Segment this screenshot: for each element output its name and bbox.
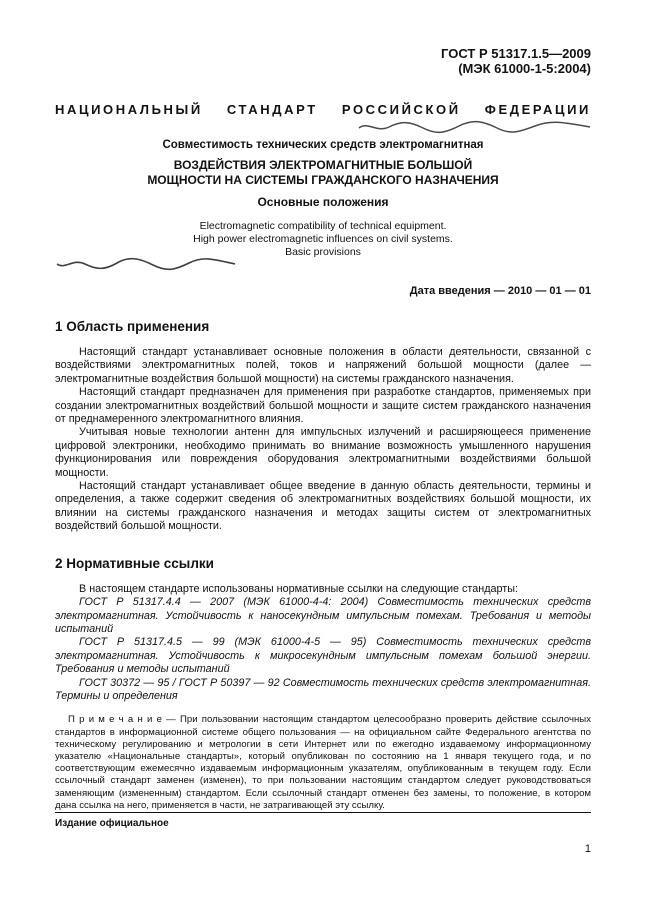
english-title [55,220,591,259]
doc-number-block [55,46,591,76]
doc-number-line1: ГОСТ Р 51317.1.5—2009 [441,46,591,61]
doc-number-line2: (МЭК 61000-1-5:2004) [458,61,591,76]
english-title-line3: Basic provisions [285,246,361,258]
english-title-line1: Electromagnetic compatibility of technical equipment. [199,220,447,232]
section-2-heading: 2 Нормативные ссылки [55,555,214,571]
official-edition-label: Издание официальное [55,818,169,829]
standard-title [55,158,591,188]
standard-subtitle: Основные положения [257,195,389,209]
normative-reference: ГОСТ Р 51317.4.4 — 2007 (МЭК 61000-4-4: 2004) Совместимость технических средств электромагнитная. Устойчивость к наносекундным импульсным помехам. Требования и методы испытаний [55,596,591,635]
normative-reference: ГОСТ Р 51317.4.5 — 99 (МЭК 61000-4-5 — 95) Совместимость технических средств электромагнитная. Устойчивость к микросекундным импульсным помехам большой энергии. Требования и методы испытаний [55,636,591,676]
title-block [55,139,591,259]
section-2-body [55,583,591,704]
paragraph: Настоящий стандарт устанавливает основные положения в области деятельности, связанной с воздействиями электромагнитных полей, токов и напряжений большой мощности (далее — электромагнитные воздействия большой мощности) на системы гражданского назначения. [55,346,591,385]
paragraph: Настоящий стандарт предназначен для применения при разработке стандартов, применяемых при создании электромагнитных воздействий большой мощности и защите систем гражданского назначения от преднамеренного электромагнитного влияния. [55,386,591,426]
english-title-line2: High power electromagnetic influences on civil systems. [193,233,453,245]
section-1-heading: 1 Область применения [55,319,210,334]
section-1-body [55,346,591,534]
paragraph: В настоящем стандарте использованы нормативные ссылки на следующие стандарты: [79,582,518,595]
standard-subject: Совместимость технических средств электромагнитная [162,139,484,151]
note-paragraph: П р и м е ч а н и е — При пользовании настоящим стандартом целесообразно проверить действие ссылочных стандартов в информационной системе общего пользования — на официальном сайте Федерального агентства по техническому регулированию и метрологии в сети Интернет или по ежегодно издаваемому информационному указателю «Национальные стандарты», который опубликован по состоянию на 1 января текущего года, и по соответствующим ежемесячно издаваемым информационным указателям, опубликованным в текущем году. Если ссылочный стандарт заменен (изменен), то при пользовании настоящим стандартом следует руководствоваться заменяющим (измененным) стандартом. Если ссылочный стандарт отменен без замены, то положение, в котором дана ссылка на него, применяется в части, не затрагивающей эту ссылку. [55,714,591,811]
footer-rule [55,812,591,813]
standard-title-line1: ВОЗДЕЙСТВИЯ ЭЛЕКТРОМАГНИТНЫЕ БОЛЬШОЙ [173,158,473,172]
page-footer [0,812,646,913]
paragraph: Настоящий стандарт устанавливает общее введение в данную область деятельности, термины и определения, а также содержит сведения об электромагнитных воздействиях большой мощности, их влиянии на системы гражданского назначения и методах защиты систем от электромагнитных воздействий большой мощности. [55,480,591,533]
standard-type-banner: НАЦИОНАЛЬНЫЙ СТАНДАРТ РОССИЙСКОЙ ФЕДЕРАЦИИ [55,102,591,117]
page-number: 1 [584,843,591,855]
normative-reference: ГОСТ 30372 — 95 / ГОСТ Р 50397 — 92 Совместимость технических средств электромагнитная. Термины и определения [55,676,591,702]
standard-title-line2: МОЩНОСТИ НА СИСТЕМЫ ГРАЖДАНСКОГО НАЗНАЧЕНИЯ [147,173,499,187]
effective-date: Дата введения — 2010 — 01 — 01 [409,285,591,297]
paragraph: Учитывая новые технологии антенн для импульсных излучений и расширяющееся применение цифровой электроники, необходимо принимать во внимание возможность умышленного нарушения функционирования или повреждения оборудования электромагнитными воздействиями большой мощности. [55,426,591,479]
